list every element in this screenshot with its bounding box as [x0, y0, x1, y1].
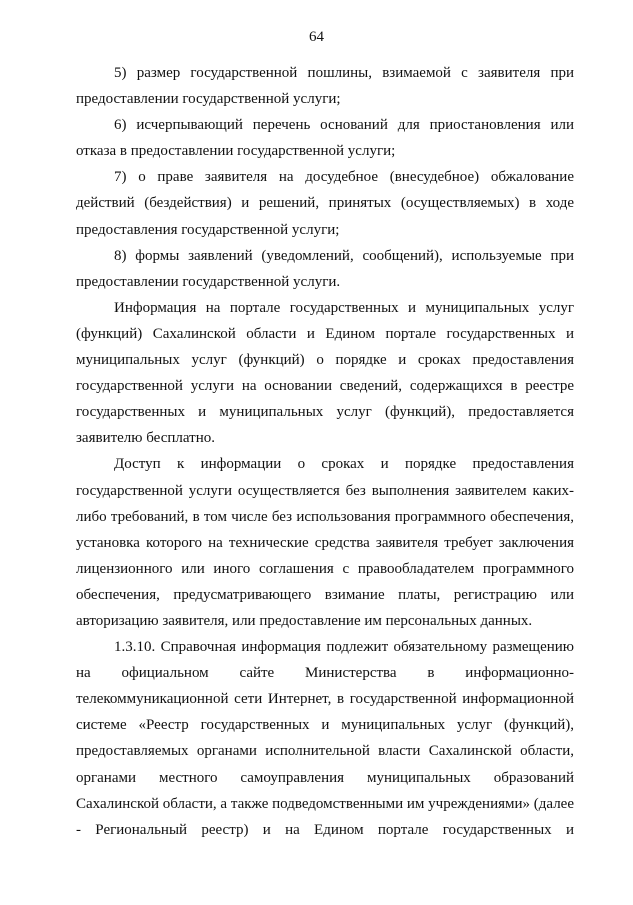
paragraph-access: Доступ к информации о сроках и порядке предоставления государственной услуги осуществляется без выполнения заявителем каких-либо требований, в том числе без использования программного обеспечения, установка которого на технические средства заявителя требует заключения лицензионного или иного соглашения с правообладателем программного обеспечения, предусматривающего взимание платы, регистрацию или авторизацию заявителя, или предоставление им персональных данных. — [76, 456, 574, 629]
paragraph-portal-info: Информация на портале государственных и муниципальных услуг (функций) Сахалинской области и Едином портале государственных и муниципальных услуг (функций) о порядке и сроках предоставления государственной услуги на основании сведений, содержащихся в реестре государственных и муниципальных услуг (функций), предоставляется заявителю бесплатно. — [76, 299, 574, 447]
paragraph-item-5: 5) размер государственной пошлины, взимаемой с заявителя при предоставлении государственной услуги; — [76, 65, 574, 108]
document-body — [76, 60, 574, 843]
paragraph-1-3-10: 1.3.10. Справочная информация подлежит обязательному размещению на официальном сайте Министерства в информационно-телекоммуникационной сети Интернет, в государственной информационной системе «Реестр государственных и муниципальных услуг (функций), предоставляемых органами исполнительной власти Сахалинской области, органами местного самоуправления муниципальных образований Сахалинской области, а также подведомственными им учреждениями» (далее - Региональный реестр) и на Едином портале государственных и — [76, 639, 574, 838]
page-number: 64 — [309, 29, 324, 45]
paragraph-item-8: 8) формы заявлений (уведомлений, сообщений), используемые при предоставлении государственной услуги. — [76, 247, 574, 290]
paragraph-item-7: 7) о праве заявителя на досудебное (внесудебное) обжалование действий (бездействия) и решений, принятых (осуществляемых) в ходе предоставления государственной услуги; — [76, 169, 574, 238]
paragraph-item-6: 6) исчерпывающий перечень оснований для приостановления или отказа в предоставлении государственной услуги; — [76, 117, 574, 160]
